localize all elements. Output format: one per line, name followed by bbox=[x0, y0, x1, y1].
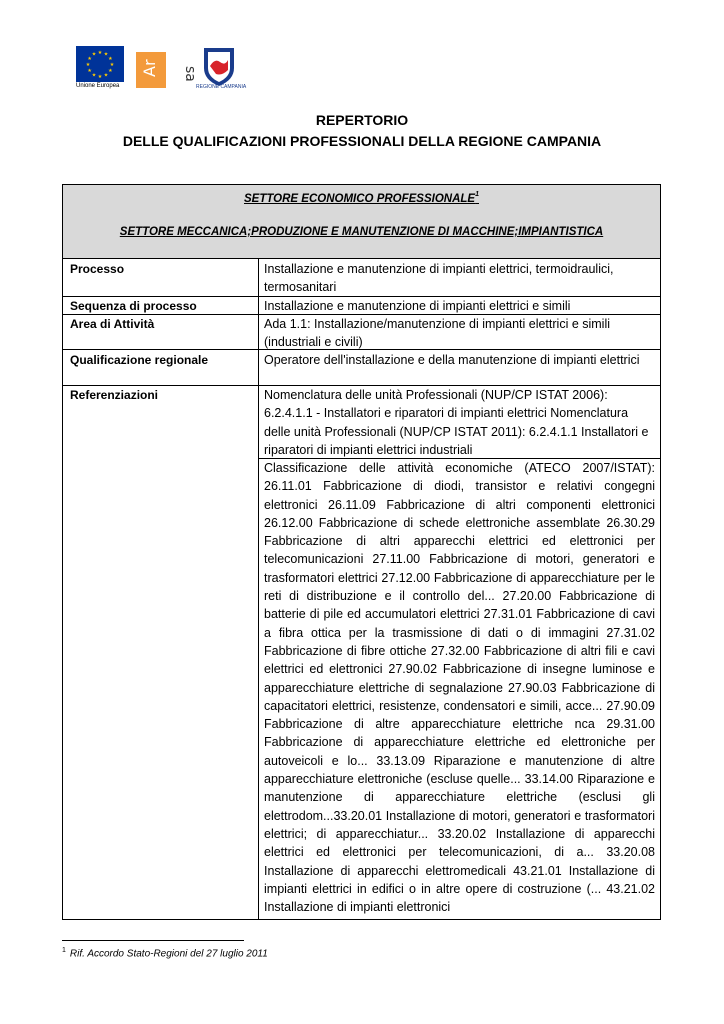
value-referenziazioni: Nomenclatura delle unità Professionali (NUP/CP ISTAT 2006): 6.2.4.1.1 - Installatori e riparatori di impianti elettrici Nomenclatura delle unità Professionali (NUP/CP ISTAT 2011): 6.2.4.1.1 Installatori e riparatori di impianti elettrici industriali bbox=[264, 388, 649, 457]
footnote-number: 1 bbox=[62, 947, 66, 954]
row-divider bbox=[63, 349, 660, 350]
sector-header bbox=[63, 185, 660, 259]
arsa-logo bbox=[136, 48, 198, 92]
value-area-attivita: Ada 1.1: Installazione/manutenzione di impianti elettrici e simili (industriali e civili) bbox=[264, 317, 611, 350]
qualification-table bbox=[62, 184, 661, 920]
svg-text:★: ★ bbox=[91, 72, 97, 79]
svg-text:★: ★ bbox=[87, 56, 92, 62]
footnote-ref[interactable]: 1 bbox=[475, 191, 479, 198]
column-divider bbox=[258, 258, 259, 919]
page-title-line2: DELLE QUALIFICAZIONI PROFESSIONALI DELLA REGIONE CAMPANIA bbox=[122, 133, 602, 149]
label-area-attivita: Area di Attività bbox=[70, 317, 155, 331]
svg-text:★: ★ bbox=[109, 62, 115, 68]
svg-text:★: ★ bbox=[108, 56, 113, 62]
value-sequenza: Installazione e manutenzione di impianti elettrici e simili bbox=[264, 299, 571, 313]
svg-text:★: ★ bbox=[103, 72, 109, 79]
svg-text:★: ★ bbox=[87, 68, 92, 74]
footnote bbox=[62, 947, 268, 959]
eu-flag-logo bbox=[76, 46, 124, 82]
svg-text:★: ★ bbox=[97, 74, 103, 80]
label-processo: Processo bbox=[70, 262, 125, 276]
svg-text:★: ★ bbox=[108, 68, 113, 74]
value-processo: Installazione e manutenzione di impianti elettrici, termoidraulici, termosanitari bbox=[264, 262, 614, 295]
svg-text:★: ★ bbox=[97, 50, 103, 56]
label-referenziazioni: Referenziazioni bbox=[70, 388, 159, 402]
svg-text:Ar: Ar bbox=[140, 59, 159, 77]
eu-label: Unione Europea bbox=[76, 83, 120, 89]
svg-text:★: ★ bbox=[91, 51, 97, 58]
svg-text:★: ★ bbox=[85, 62, 91, 68]
sector-name: SETTORE MECCANICA;PRODUZIONE E MANUTENZIONE DI MACCHINE;IMPIANTISTICA bbox=[119, 226, 604, 238]
value-qualificazione: Operatore dell'installazione e della manutenzione di impianti elettrici bbox=[264, 353, 640, 367]
value-ateco-classification: Classificazione delle attività economiche (ATECO 2007/ISTAT): 26.11.01 Fabbricazione di diodi, transistor e relativi congegni elettronici 26.11.09 Fabbricazione di altri componenti elettronici 26.12.00 Fabbricazione di schede elettroniche assemblate 26.30.29 Fabbricazione di altri apparecchi elettrici ed elettronici per telecomunicazioni 27.11.00 Fabbricazione di motori, generatori e trasformatori elettrici 27.12.00 Fabbricazione di apparecchiature per le reti di distribuzione e il controllo del... 27.20.00 Fabbricazione di batterie di pile ed accumulatori elettrici 27.31.01 Fabbricazione di cavi a fibra ottica per la trasmissione di dati o di immagini 27.31.02 Fabbricazione di fibre ottiche 27.32.00 Fabbricazione di altri fili e cavi elettrici ed elettronici 27.90.02 Fabbricazione di insegne luminose e apparecchiature elettriche di segnalazione 27.90.03 Fabbricazione di capacitatori elettrici, resistenze, condensatori e simili, acce... 27.90.09 Fabbricazione di altre apparecchiature elettriche nca 29.31.00 Fabbricazione di apparecchiature elettriche ed elettroniche per autoveicoli e lo... 33.13.09 Riparazione e manutenzione di altre apparecchiature elettroniche (escluse quelle... 33.14.00 Riparazione e manutenzione di apparecchiature elettriche (esclusi gli elettrodom...33.20.01 Installazione di motori, generatori e trasformatori elettrici; di apparecchiatur... 33.20.02 Installazione di apparecchi elettrici ed elettronici per telecomunicazioni, di a... 33.20.08 Installazione di apparecchi elettromedicali 43.21.01 Installazione di impianti elettrici in edifici o in altre opere di costruzione (... 43.21.02 Installazione di impianti elettronici bbox=[264, 461, 655, 915]
eu-stars-icon bbox=[76, 46, 124, 82]
page-title-line1: REPERTORIO bbox=[315, 112, 409, 128]
svg-text:★: ★ bbox=[103, 51, 109, 58]
sector-heading: SETTORE ECONOMICO PROFESSIONALE$^1$ bbox=[244, 191, 479, 205]
svg-text:sa: sa bbox=[182, 66, 198, 82]
label-sequenza: Sequenza di processo bbox=[70, 299, 197, 313]
label-qualificazione: Qualificazione regionale bbox=[70, 353, 209, 367]
footnote-separator bbox=[62, 940, 244, 941]
regione-campania-label: REGIONE CAMPANIA bbox=[196, 84, 247, 90]
footnote-text: Rif. Accordo Stato-Regioni del 27 luglio 2011 bbox=[69, 948, 268, 960]
